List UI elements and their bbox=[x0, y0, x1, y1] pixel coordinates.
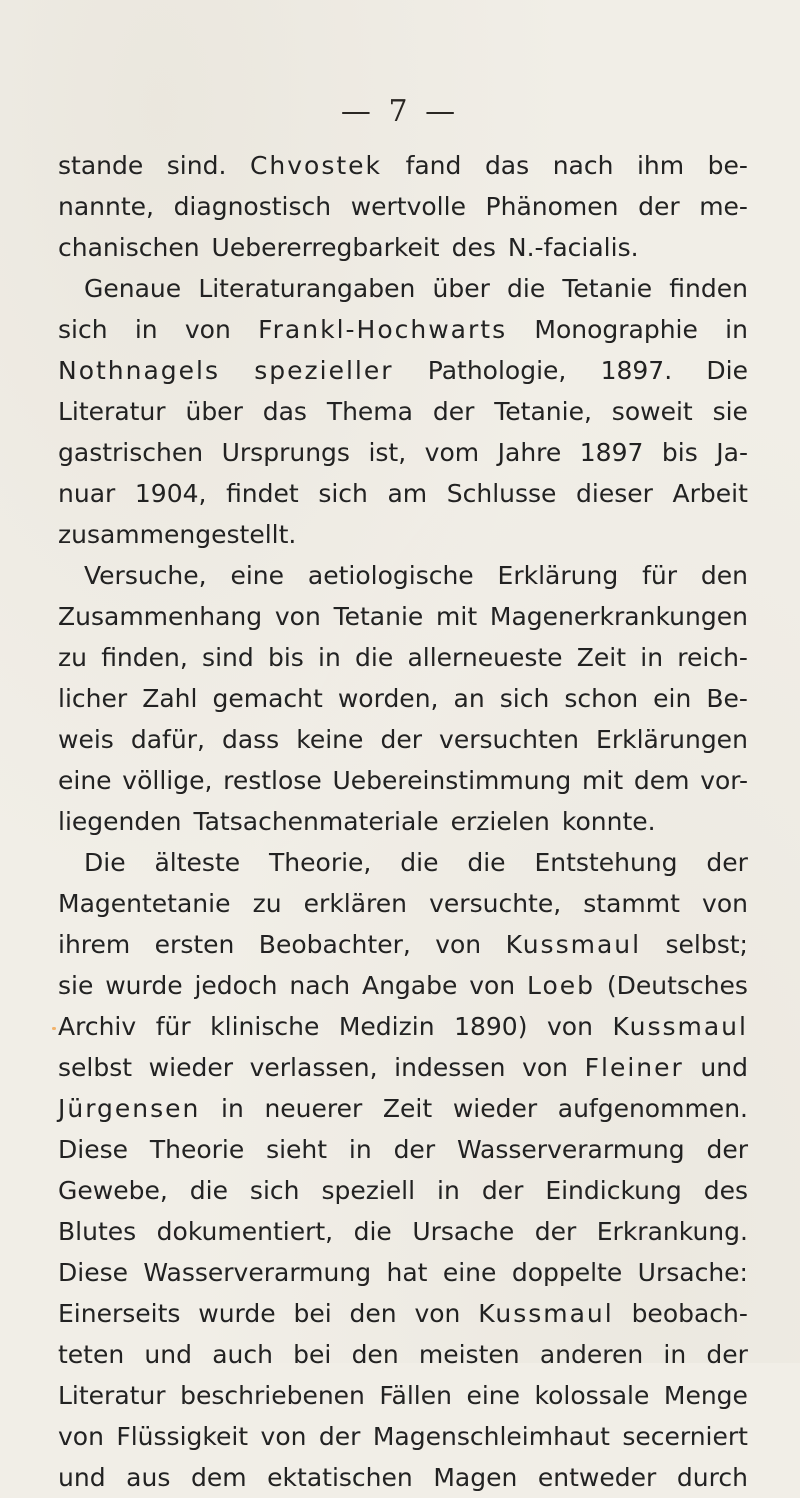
word: Magen bbox=[433, 1463, 518, 1492]
word: in bbox=[663, 1340, 687, 1369]
word: für bbox=[642, 561, 677, 590]
word: kolossale bbox=[534, 1381, 650, 1410]
word: sie bbox=[712, 397, 748, 426]
word: ihm bbox=[636, 151, 685, 180]
word: konnte. bbox=[561, 807, 656, 836]
word: die bbox=[353, 1217, 392, 1246]
text-line bbox=[58, 186, 748, 227]
word: den bbox=[700, 561, 748, 590]
word: Monographie bbox=[534, 315, 698, 344]
word: Pathologie, bbox=[427, 356, 567, 385]
word: licher bbox=[58, 684, 128, 713]
word: Genaue bbox=[84, 274, 182, 303]
word: des bbox=[703, 1176, 748, 1205]
text-line bbox=[58, 965, 748, 1006]
text-line bbox=[58, 1293, 748, 1334]
word: anderen bbox=[539, 1340, 644, 1369]
word: sie bbox=[58, 971, 94, 1000]
word: in bbox=[640, 643, 664, 672]
word: weis bbox=[58, 725, 114, 754]
text-line bbox=[58, 883, 748, 924]
word: allerneueste bbox=[407, 643, 563, 672]
word: an bbox=[453, 684, 485, 713]
word: mit bbox=[582, 766, 624, 795]
word: eine bbox=[58, 766, 112, 795]
word: eine bbox=[466, 1381, 521, 1410]
word: Tetanie bbox=[333, 602, 424, 631]
word: gastrischen bbox=[58, 438, 204, 467]
word: finden, bbox=[101, 643, 188, 672]
word: von bbox=[414, 1299, 461, 1328]
word: zu bbox=[58, 643, 87, 672]
word: die bbox=[467, 848, 506, 877]
word: Fleiner bbox=[584, 1053, 684, 1082]
word: Tetanie bbox=[562, 274, 653, 303]
text-line bbox=[58, 268, 748, 309]
word: Gewebe, bbox=[58, 1176, 168, 1205]
text-line bbox=[58, 391, 748, 432]
text-line bbox=[58, 473, 748, 514]
word: Wasserverarmung bbox=[456, 1135, 685, 1164]
word: den bbox=[349, 1299, 397, 1328]
word: bei bbox=[293, 1340, 332, 1369]
word: Uebererregbarkeit bbox=[211, 233, 440, 262]
word: der bbox=[706, 848, 748, 877]
word: beschriebenen bbox=[180, 1381, 365, 1410]
text-line bbox=[58, 1129, 748, 1170]
word: und bbox=[700, 1053, 748, 1082]
word: in bbox=[318, 643, 341, 672]
text-line bbox=[58, 227, 748, 268]
text-line bbox=[58, 1334, 748, 1375]
word: Angabe bbox=[361, 971, 458, 1000]
word: Frankl-Hochwarts bbox=[258, 315, 508, 344]
word: sind bbox=[202, 643, 254, 672]
word: in bbox=[348, 1135, 372, 1164]
word: der bbox=[393, 1135, 436, 1164]
word: versuchten bbox=[439, 725, 579, 754]
word: Jürgensen bbox=[58, 1094, 201, 1123]
word: Die bbox=[706, 356, 748, 385]
word: Einerseits bbox=[58, 1299, 181, 1328]
paper-stain bbox=[52, 1027, 56, 1030]
word: der bbox=[638, 192, 680, 221]
word: dieser bbox=[576, 479, 653, 508]
word: dokumentiert, bbox=[156, 1217, 334, 1246]
word: Erkrankung. bbox=[596, 1217, 748, 1246]
body-text bbox=[58, 145, 748, 1498]
word: nuar bbox=[58, 479, 116, 508]
word: wurde bbox=[198, 1299, 276, 1328]
word: Theorie bbox=[149, 1135, 245, 1164]
word: neuerer bbox=[264, 1094, 363, 1123]
word: der bbox=[481, 1176, 524, 1205]
text-line bbox=[58, 1170, 748, 1211]
word: in bbox=[725, 315, 748, 344]
word: wieder bbox=[148, 1053, 233, 1082]
word: von bbox=[702, 889, 748, 918]
word: von bbox=[184, 315, 231, 344]
word: bei bbox=[293, 1299, 332, 1328]
word: Tetanie, bbox=[494, 397, 592, 426]
text-line bbox=[58, 1457, 748, 1498]
text-line bbox=[58, 1375, 748, 1416]
word: dem bbox=[190, 1463, 247, 1492]
word: secerniert bbox=[622, 1422, 748, 1451]
word: durch bbox=[676, 1463, 748, 1492]
word: die bbox=[355, 643, 394, 672]
word: bis bbox=[267, 643, 304, 672]
word: dem bbox=[633, 766, 690, 795]
word: in bbox=[437, 1176, 460, 1205]
word: der bbox=[432, 397, 475, 426]
text-line bbox=[58, 1088, 748, 1129]
word: spezieller bbox=[254, 356, 394, 385]
word: sind. bbox=[166, 151, 227, 180]
word: keine bbox=[296, 725, 364, 754]
word: in bbox=[221, 1094, 244, 1123]
word: entweder bbox=[537, 1463, 657, 1492]
word: 1897. bbox=[600, 356, 673, 385]
word: Ursprungs bbox=[221, 438, 350, 467]
word: Phänomen bbox=[485, 192, 619, 221]
word: Theorie, bbox=[269, 848, 372, 877]
word: die bbox=[507, 274, 546, 303]
word: nach bbox=[289, 971, 351, 1000]
word: mit bbox=[436, 602, 478, 631]
word: Fällen bbox=[379, 1381, 452, 1410]
word: wieder bbox=[452, 1094, 538, 1123]
word: Schlusse bbox=[446, 479, 557, 508]
word: Diese bbox=[58, 1135, 128, 1164]
text-line bbox=[58, 350, 748, 391]
text-line bbox=[58, 555, 748, 596]
text-line bbox=[58, 678, 748, 719]
word: erzielen bbox=[450, 807, 550, 836]
word: für bbox=[155, 1012, 191, 1041]
text-line bbox=[58, 514, 748, 555]
text-line bbox=[58, 309, 748, 350]
word: ist, bbox=[368, 438, 407, 467]
word: Literatur bbox=[58, 1381, 166, 1410]
word: Kussmaul bbox=[478, 1299, 614, 1328]
word: (Deutsches bbox=[606, 971, 748, 1000]
word: in bbox=[134, 315, 158, 344]
word: ektatischen bbox=[267, 1463, 413, 1492]
word: Wasserverarmung bbox=[143, 1258, 372, 1287]
word: versuchte, bbox=[429, 889, 562, 918]
text-line bbox=[58, 1252, 748, 1293]
word: Ja- bbox=[716, 438, 748, 467]
word: über bbox=[185, 397, 243, 426]
word: Flüssigkeit bbox=[116, 1422, 249, 1451]
word: chanischen bbox=[58, 233, 200, 262]
word: erklären bbox=[303, 889, 408, 918]
word: ihrem bbox=[58, 930, 131, 959]
word: am bbox=[387, 479, 428, 508]
word: Versuche, bbox=[84, 561, 207, 590]
word: Magenerkrankungen bbox=[489, 602, 748, 631]
word: Tatsachenmateriale bbox=[193, 807, 439, 836]
word: über bbox=[432, 274, 490, 303]
word: verlassen, bbox=[249, 1053, 378, 1082]
word: schon bbox=[564, 684, 639, 713]
word: 1904, bbox=[134, 479, 207, 508]
word: Menge bbox=[663, 1381, 748, 1410]
word: Literatur bbox=[58, 397, 166, 426]
word: nannte, bbox=[58, 192, 154, 221]
word: diagnostisch bbox=[173, 192, 332, 221]
text-line bbox=[58, 1211, 748, 1252]
word: ersten bbox=[154, 930, 235, 959]
word: dass bbox=[221, 725, 280, 754]
word: Beobachter, bbox=[258, 930, 411, 959]
word: findet bbox=[226, 479, 299, 508]
word: speziell bbox=[321, 1176, 416, 1205]
word: Uebereinstimmung bbox=[332, 766, 572, 795]
word: zusammengestellt. bbox=[58, 520, 297, 549]
word: Medizin bbox=[338, 1012, 435, 1041]
word: Kussmaul bbox=[505, 930, 642, 959]
word: aetiologische bbox=[307, 561, 474, 590]
word: vom bbox=[424, 438, 480, 467]
word: restlose bbox=[223, 766, 322, 795]
word: Zusammenhang bbox=[58, 602, 263, 631]
word: die bbox=[189, 1176, 228, 1205]
word: Entstehung bbox=[534, 848, 678, 877]
word: Nothnagels bbox=[58, 356, 221, 385]
word: vor- bbox=[700, 766, 748, 795]
word: dafür, bbox=[130, 725, 205, 754]
text-line bbox=[58, 596, 748, 637]
word: Magentetanie bbox=[58, 889, 231, 918]
word: Ursache bbox=[412, 1217, 515, 1246]
word: und bbox=[144, 1340, 192, 1369]
word: Erklärungen bbox=[596, 725, 748, 754]
word: hat bbox=[386, 1258, 428, 1287]
word: soweit bbox=[611, 397, 693, 426]
word: be- bbox=[707, 151, 748, 180]
word: N.-facialis. bbox=[507, 233, 639, 262]
word: indessen bbox=[394, 1053, 506, 1082]
word: völlige, bbox=[122, 766, 213, 795]
word: die bbox=[400, 848, 439, 877]
word: teten bbox=[58, 1340, 125, 1369]
word: der bbox=[380, 725, 422, 754]
word: Kussmaul bbox=[612, 1012, 748, 1041]
word: das bbox=[262, 397, 307, 426]
word: eine bbox=[230, 561, 285, 590]
word: nach bbox=[552, 151, 614, 180]
word: eine bbox=[442, 1258, 497, 1287]
word: jedoch bbox=[194, 971, 278, 1000]
word: bis bbox=[661, 438, 698, 467]
word: selbst; bbox=[665, 930, 748, 959]
word: zu bbox=[252, 889, 282, 918]
word: wertvolle bbox=[350, 192, 466, 221]
word: Erklärung bbox=[497, 561, 619, 590]
word: reich- bbox=[677, 643, 748, 672]
word: klinische bbox=[210, 1012, 320, 1041]
word: 1897 bbox=[579, 438, 644, 467]
word: sich bbox=[318, 479, 368, 508]
word: von bbox=[435, 930, 482, 959]
word: sich bbox=[58, 315, 108, 344]
word: von bbox=[58, 1422, 104, 1451]
word: stammt bbox=[583, 889, 680, 918]
word: Chvostek bbox=[249, 151, 383, 180]
text-line bbox=[58, 719, 748, 760]
word: auch bbox=[212, 1340, 273, 1369]
word: stande bbox=[58, 151, 144, 180]
word: und bbox=[58, 1463, 106, 1492]
text-line bbox=[58, 1416, 748, 1457]
word: das bbox=[484, 151, 530, 180]
word: älteste bbox=[154, 848, 241, 877]
word: Thema bbox=[326, 397, 413, 426]
word: Arbeit bbox=[672, 479, 748, 508]
word: der bbox=[318, 1422, 361, 1451]
word: wurde bbox=[105, 971, 183, 1000]
word: selbst bbox=[58, 1053, 133, 1082]
word: Jahre bbox=[497, 438, 562, 467]
word: den bbox=[351, 1340, 399, 1369]
word: Be- bbox=[706, 684, 748, 713]
word: aufgenommen. bbox=[557, 1094, 748, 1123]
word: Zahl bbox=[142, 684, 198, 713]
word: meisten bbox=[418, 1340, 520, 1369]
word: von bbox=[547, 1012, 593, 1041]
word: der bbox=[534, 1217, 577, 1246]
text-line bbox=[58, 1047, 748, 1088]
word: Magenschleimhaut bbox=[372, 1422, 610, 1451]
word: Blutes bbox=[58, 1217, 137, 1246]
word: Zeit bbox=[382, 1094, 433, 1123]
text-line bbox=[58, 842, 748, 883]
word: von bbox=[469, 971, 516, 1000]
word: Diese bbox=[58, 1258, 128, 1287]
word: von bbox=[274, 602, 321, 631]
text-line bbox=[58, 145, 748, 186]
word: Loeb bbox=[527, 971, 596, 1000]
word: der bbox=[706, 1135, 748, 1164]
text-line bbox=[58, 1006, 748, 1047]
word: liegenden bbox=[58, 807, 182, 836]
word: ein bbox=[653, 684, 692, 713]
word: Die bbox=[84, 848, 126, 877]
text-line bbox=[58, 760, 748, 801]
word: gemacht bbox=[212, 684, 323, 713]
text-line bbox=[58, 801, 748, 842]
word: worden, bbox=[337, 684, 439, 713]
word: doppelte bbox=[511, 1258, 623, 1287]
page-number: — 7 — bbox=[340, 94, 460, 129]
word: von bbox=[260, 1422, 307, 1451]
word: me- bbox=[699, 192, 748, 221]
word: von bbox=[522, 1053, 569, 1082]
word: beobach- bbox=[631, 1299, 748, 1328]
word: Ursache: bbox=[637, 1258, 748, 1287]
text-line bbox=[58, 432, 748, 473]
word: Literaturangaben bbox=[198, 274, 416, 303]
word: Eindickung bbox=[545, 1176, 682, 1205]
word: fand bbox=[405, 151, 462, 180]
word: finden bbox=[669, 274, 748, 303]
word: sich bbox=[499, 684, 550, 713]
text-line bbox=[58, 637, 748, 678]
word: aus bbox=[126, 1463, 171, 1492]
word: der bbox=[706, 1340, 748, 1369]
word: des bbox=[451, 233, 496, 262]
word: Archiv bbox=[58, 1012, 137, 1041]
word: sich bbox=[249, 1176, 300, 1205]
text-line bbox=[58, 924, 748, 965]
word: 1890) bbox=[454, 1012, 528, 1041]
word: sieht bbox=[266, 1135, 328, 1164]
word: Zeit bbox=[576, 643, 627, 672]
